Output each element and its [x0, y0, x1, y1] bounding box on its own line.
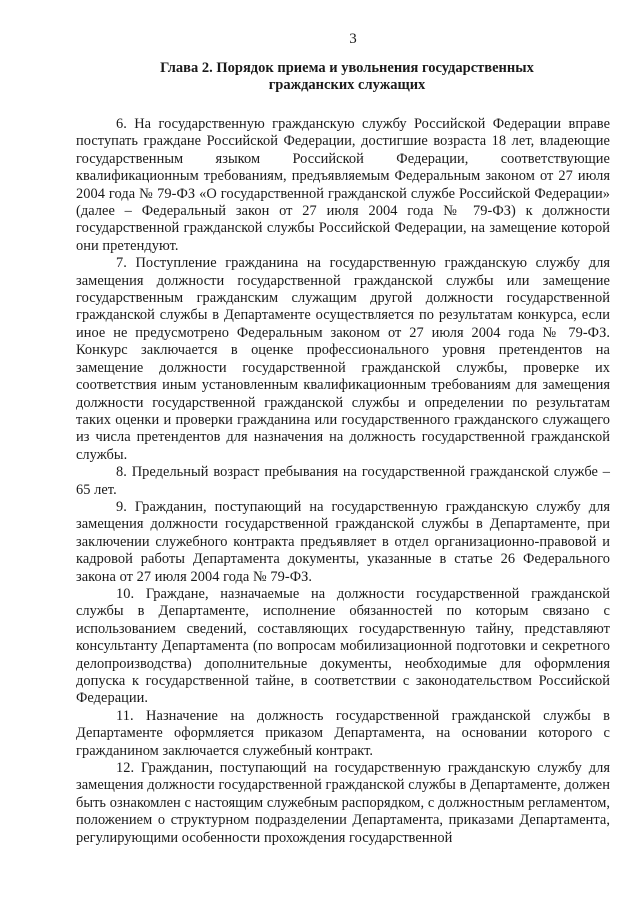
- chapter-title-line-2: гражданских служащих: [268, 77, 426, 93]
- page-number: 3: [349, 31, 357, 47]
- chapter-title: [76, 60, 610, 94]
- paragraph-8: 8. Предельный возраст пребывания на государственной гражданской службе – 65 лет.: [76, 464, 610, 498]
- paragraph-6: 6. На государственную гражданскую службу Российской Федерации вправе поступать граждане Российской Федерации, достигшие возраста 18 лет, владеющие государственным языком Российской Федерации, соответствующие квалификационным требованиям, предъявляемым Федеральным законом от 27 июля 2004 года № 79-ФЗ «О государственной гражданской службе Российской Федерации» (далее – Федеральный закон от 27 июля 2004 года № 79-ФЗ) к должности государственной гражданской службы Российской Федерации, на замещение которой они претендуют.: [76, 116, 610, 254]
- paragraph-11: 11. Назначение на должность государственной гражданской службы в Департаменте оформляется приказом Департамента, на основании которого с гражданином заключается служебный контракт.: [76, 707, 610, 759]
- paragraph-9: 9. Гражданин, поступающий на государственную гражданскую службу для замещения должности государственной гражданской службы в Департаменте, при заключении служебного контракта предъявляет в отдел организационно-правовой и кадровой работы Департамента документы, указанные в статье 26 Федерального закона от 27 июля 2004 года № 79-ФЗ.: [76, 498, 610, 585]
- paragraph-10: 10. Граждане, назначаемые на должности государственной гражданской службы в Департаменте, исполнение обязанностей по которым связано с использованием сведений, составляющих государственную тайну, представляют консультанту Департамента (по вопросам мобилизационной подготовки и секретного делопроизводства) дополнительные документы, необходимые для оформления допуска к государственной тайне, в соответствии с законодательством Российской Федерации.: [76, 585, 610, 707]
- chapter-title-line-1: Глава 2. Порядок приема и увольнения государственных: [160, 60, 534, 76]
- paragraph-7: 7. Поступление гражданина на государственную гражданскую службу для замещения должности государственной гражданской службы или замещение государственным гражданским служащим другой должности государственной гражданской службы в Департаменте осуществляется по результатам конкурса, если иное не предусмотрено Федеральным законом от 27 июля 2004 года № 79-ФЗ. Конкурс заключается в оценке профессионального уровня претендентов на замещение должности государственной гражданской службы, проверке их соответствия иным установленным квалификационным требованиям для замещения должности государственной гражданской службы и определении по результатам таких оценки и проверки гражданина или государственного гражданского служащего из числа претендентов для назначения на должность государственной гражданской службы.: [76, 255, 610, 463]
- paragraph-12: 12. Гражданин, поступающий на государственную гражданскую службу для замещения должности государственной гражданской службы в Департаменте, должен быть ознакомлен с настоящим служебным распорядком, с должностным регламентом, положением о структурном подразделении Департамента, приказами Департамента, регулирующими особенности прохождения государственной: [76, 760, 610, 846]
